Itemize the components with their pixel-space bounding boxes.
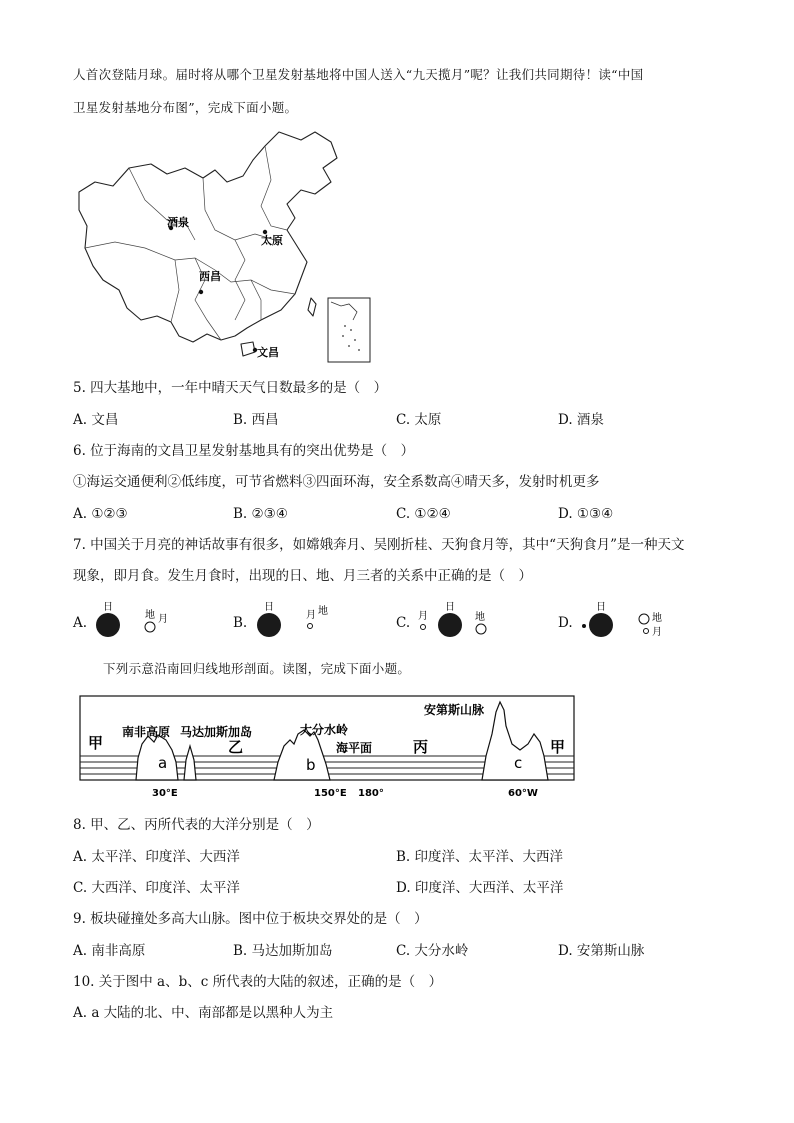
q9-stem: 9. 板块碰撞处多高大山脉。图中位于板块交界处的是（ ） <box>73 911 428 927</box>
sun-icon <box>438 613 462 637</box>
q7-option-d-letter[interactable]: D. <box>558 615 573 631</box>
q9-option-d[interactable]: D. 安第斯山脉 <box>558 943 645 959</box>
sun-label: 日 <box>264 602 274 613</box>
sun-icon <box>589 613 613 637</box>
ocean-label-jia-west: 甲 <box>88 734 104 752</box>
earth-label: 地 <box>652 613 662 624</box>
q6-option-d[interactable]: D. ①③④ <box>558 506 614 522</box>
moon-label: 月 <box>158 614 168 625</box>
earth-label: 地 <box>475 612 485 623</box>
q7-option-b-diagram[interactable] <box>253 598 333 642</box>
earth-icon <box>476 624 486 634</box>
earth-label: 地 <box>145 610 155 621</box>
longitude-180: 180° <box>358 788 384 799</box>
moon-icon <box>308 624 313 629</box>
south-china-sea-inset <box>328 298 370 362</box>
q5-option-c[interactable]: C. 太原 <box>396 412 442 428</box>
longitude-60w: 60°W <box>508 788 538 799</box>
q7-option-c-letter[interactable]: C. <box>396 615 411 631</box>
china-launch-sites-map <box>75 130 375 365</box>
q9-option-a[interactable]: A. 南非高原 <box>73 943 146 959</box>
continent-label-a: a <box>158 754 168 772</box>
q10-stem: 10. 关于图中 a、b、c 所代表的大陆的叙述，正确的是（ ） <box>73 974 443 990</box>
china-outline <box>79 132 337 342</box>
moon-label: 月 <box>652 627 662 638</box>
moon-icon <box>644 629 649 634</box>
q6-option-c[interactable]: C. ①②④ <box>396 506 451 522</box>
tropic-of-capricorn-profile <box>78 690 578 802</box>
label-sea-level: 海平面 <box>336 741 373 755</box>
q5-option-a[interactable]: A. 文昌 <box>73 412 119 428</box>
intro-line-2: 卫星发射基地分布图”，完成下面小题。 <box>73 100 298 115</box>
map-label-wenchang: 文昌 <box>257 346 279 359</box>
q6-option-b[interactable]: B. ②③④ <box>233 506 288 522</box>
q6-option-a[interactable]: A. ①②③ <box>73 506 128 522</box>
sun-label: 日 <box>103 602 113 613</box>
ocean-label-yi: 乙 <box>228 738 244 756</box>
q8-option-c[interactable]: C. 大西洋、印度洋、太平洋 <box>73 880 240 896</box>
label-south-african-plateau: 南非高原 <box>122 725 171 739</box>
intro-line-1: 人首次登陆月球。届时将从哪个卫星发射基地将中国人送入“九天揽月”呢？让我们共同期待！读“中国 <box>73 67 644 82</box>
q5-stem: 5. 四大基地中，一年中晴天天气日数最多的是（ ） <box>73 380 388 396</box>
sun-icon <box>96 613 120 637</box>
q10-option-a[interactable]: A. a 大陆的北、中、南部都是以黑种人为主 <box>73 1005 334 1021</box>
q5-option-b[interactable]: B. 西昌 <box>233 412 279 428</box>
q7-option-c-diagram[interactable] <box>415 598 495 642</box>
sun-label: 日 <box>445 602 455 613</box>
q6-stem: 6. 位于海南的文昌卫星发射基地具有的突出优势是（ ） <box>73 443 415 459</box>
sun-icon <box>257 613 281 637</box>
continent-label-c: c <box>514 754 523 772</box>
q8-option-a[interactable]: A. 太平洋、印度洋、大西洋 <box>73 849 240 865</box>
earth-icon <box>145 622 155 632</box>
ocean-label-jia-east: 甲 <box>550 738 566 756</box>
label-madagascar: 马达加斯加岛 <box>180 725 253 739</box>
moon-label: 月 <box>306 610 316 621</box>
map-label-jiuquan: 酒泉 <box>167 216 189 229</box>
q9-option-c[interactable]: C. 大分水岭 <box>396 943 469 959</box>
label-great-dividing-range: 大分水岭 <box>300 723 349 737</box>
profile-intro: 下列示意沿南回归线地形剖面。读图，完成下面小题。 <box>103 661 411 676</box>
q7-option-d-diagram[interactable] <box>576 598 666 642</box>
q7-stem-line-1: 7. 中国关于月亮的神话故事有很多，如嫦娥奔月、吴刚折桂、天狗食月等，其中“天狗食月”是一种天文 <box>73 537 685 553</box>
q7-option-b-letter[interactable]: B. <box>233 615 248 631</box>
taiwan-shape <box>308 298 316 316</box>
hainan-shape <box>241 342 255 356</box>
earth-icon <box>639 614 649 624</box>
ocean-label-bing: 丙 <box>413 738 429 756</box>
earth-label: 地 <box>318 606 328 617</box>
moon-label: 月 <box>418 611 428 622</box>
map-label-taiyuan: 太原 <box>261 234 283 247</box>
label-andes: 安第斯山脉 <box>424 703 485 717</box>
q7-option-a-letter[interactable]: A. <box>73 615 88 631</box>
longitude-150e: 150°E <box>314 788 347 799</box>
q7-option-a-diagram[interactable] <box>92 598 172 642</box>
moon-icon <box>421 625 426 630</box>
crescent-icon <box>582 624 586 628</box>
q7-stem-line-2: 现象，即月食。发生月食时，出现的日、地、月三者的关系中正确的是（ ） <box>73 568 532 584</box>
sun-label: 日 <box>596 602 606 613</box>
q8-stem: 8. 甲、乙、丙所代表的大洋分别是（ ） <box>73 817 320 833</box>
q8-option-b[interactable]: B. 印度洋、太平洋、大西洋 <box>396 849 564 865</box>
q8-option-d[interactable]: D. 印度洋、大西洋、太平洋 <box>396 880 564 896</box>
map-label-xichang: 西昌 <box>199 270 221 283</box>
longitude-30e: 30°E <box>152 788 178 799</box>
xichang-marker <box>199 290 203 294</box>
q6-statements: ①海运交通便利②低纬度，可节省燃料③四面环海，安全系数高④晴天多，发射时机更多 <box>73 474 600 490</box>
continent-label-b: b <box>306 756 316 774</box>
q5-option-d[interactable]: D. 酒泉 <box>558 412 604 428</box>
q9-option-b[interactable]: B. 马达加斯加岛 <box>233 943 333 959</box>
